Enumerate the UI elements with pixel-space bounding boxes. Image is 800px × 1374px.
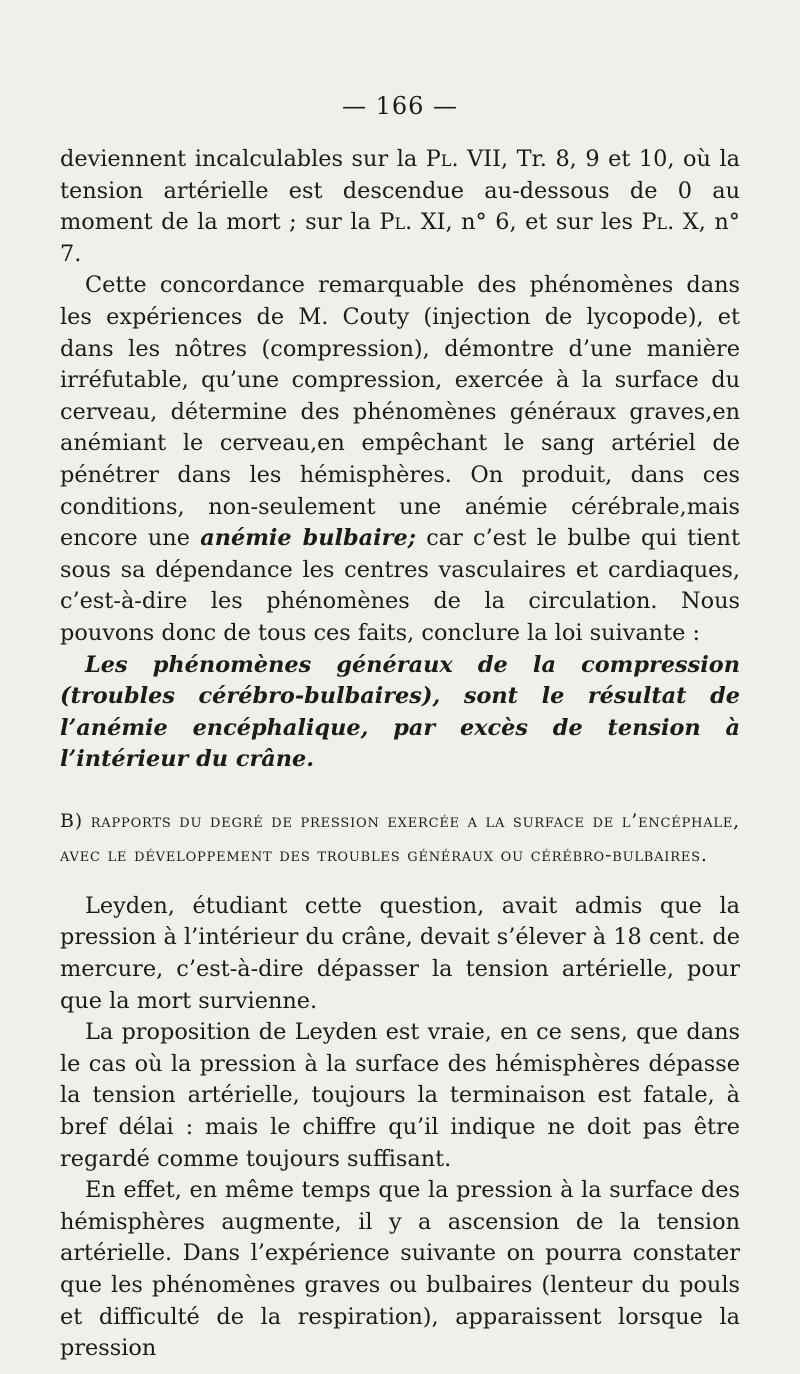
paragraph-1-seg-5: Pl (641, 209, 668, 236)
paragraph-2-seg-0: Cette concordance remarquable des phénomènes dans les expériences de M. Couty (injection de lycopode), et dans les nôtres (compression), démontre d’une manière irréfutable, qu’une compression, exercée à la surface du cerveau, détermine des phénomènes généraux graves,en anémiant le cerveau,en empêchant le sang artériel de pénétrer dans les hémisphères. On produit, dans ces conditions, non-seulement une anémie cérébrale,mais encore une (60, 272, 740, 552)
paragraph-1-seg-6: . X, n° 7. (60, 209, 740, 267)
law-statement-text: Les phénomènes généraux de la compression (troubles cérébro-bulbaires), sont le résultat de l’anémie encéphalique, par excès de tension à l’intérieur du crâne. (60, 651, 740, 773)
paragraph-2-seg-2: car c’est le bulbe qui tient sous sa dépendance les centres vasculaires et cardiaques, c’est-à-dire les phénomènes de la circulation. Nous pouvons donc de tous ces faits, conclure la loi suivante : (60, 525, 740, 646)
paragraph-1-seg-1: Pl (425, 146, 452, 172)
paragraph-1-seg-2: . VII, Tr. 8, 9 et 10, où la tension artérielle est descendue au-dessous de 0 au moment de la mort ; sur la (60, 146, 740, 236)
paragraph-1-seg-0: deviennent incalculables sur la (60, 146, 426, 172)
section-body (60, 891, 740, 1365)
section-title: rapports du degré de pression exercée a la surface de l’encéphale, avec le développement des troubles généraux ou cérébro-bulbaires. (60, 809, 740, 866)
page-number: — 166 — (341, 92, 459, 120)
section-paragraph-2: La proposition de Leyden est vraie, en ce sens, que dans le cas où la pression à la surface des hémisphères dépasse la tension artérielle, toujours la terminaison est fatale, à bref délai : mais le chiffre qu’il indique ne doit pas être regardé comme toujours suffisant. (60, 1019, 740, 1172)
section-paragraph-1: Leyden, étudiant cette question, avait admis que la pression à l’intérieur du crâne, devait s’élever à 18 cent. de mercure, c’est-à-dire dépasser la tension artérielle, pour que la mort survienne. (60, 892, 740, 1014)
paragraph-2 (60, 270, 740, 649)
section-letter: B) (60, 809, 83, 832)
paragraph-1-seg-4: . XI, n° 6, et sur les (405, 209, 642, 236)
section-heading (60, 804, 740, 872)
section-paragraph-3: En effet, en même temps que la pression à la surface des hémisphères augmente, il y a ascension de la tension artérielle. Dans l’expérience suivante on pourra constater que les phénomènes graves ou bulbaires (lenteur du pouls et difficulté de la respiration), apparaissent lorsque la pression (60, 1177, 740, 1362)
law-statement (60, 650, 740, 776)
document-page (60, 92, 740, 1365)
paragraph-1 (60, 144, 740, 270)
paragraph-1-seg-3: Pl (379, 209, 406, 236)
body-text (60, 144, 740, 776)
paragraph-2-seg-1: anémie bulbaire; (200, 525, 416, 552)
